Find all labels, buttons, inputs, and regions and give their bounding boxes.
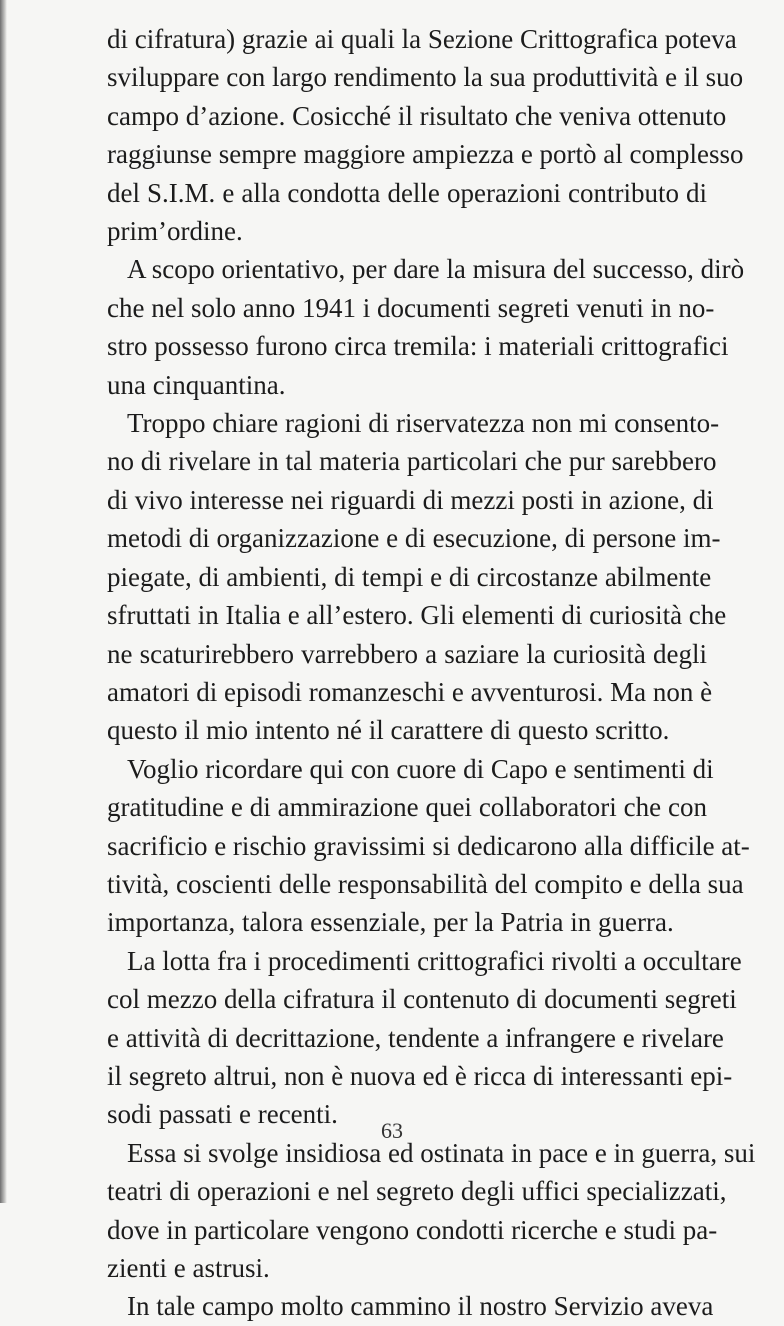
text-line: stro possesso furono circa tremila: i materiali crittografici — [107, 331, 729, 362]
book-spine-shadow — [0, 0, 7, 1203]
text-line: sfruttati in Italia e all’estero. Gli elementi di curiosità che — [107, 600, 727, 631]
paragraph — [107, 942, 742, 1134]
text-line: Troppo chiare ragioni di riservatezza non mi consento- — [127, 408, 720, 439]
text-line: piegate, di ambienti, di tempi e di circostanze abilmente — [107, 561, 712, 592]
text-line: sacrificio e rischio gravissimi si dedicarono alla difficile at- — [107, 830, 750, 861]
paragraph — [107, 1287, 714, 1325]
text-line: teatri di operazioni e nel segreto degli uffici specializzati, — [107, 1176, 727, 1207]
paragraph — [107, 250, 745, 404]
paragraph — [107, 404, 727, 750]
text-line: In tale campo molto cammino il nostro Servizio aveva — [127, 1291, 714, 1322]
text-line: questo il mio intento né il carattere di questo scritto. — [107, 715, 670, 746]
text-line: dove in particolare vengono condotti ricerche e studi pa- — [107, 1214, 718, 1245]
text-line: di vivo interesse nei riguardi di mezzi posti in azione, di — [107, 484, 714, 515]
text-line: A scopo orientativo, per dare la misura del successo, dirò — [127, 254, 745, 285]
text-line: una cinquantina. — [107, 369, 286, 400]
text-line: amatori di episodi romanzeschi e avventurosi. Ma non è — [107, 676, 713, 707]
paragraph — [107, 1134, 756, 1288]
text-line: e attività di decrittazione, tendente a infrangere e rivelare — [107, 1022, 724, 1053]
text-line: campo d’azione. Cosicché il risultato che veniva ottenuto — [107, 100, 727, 131]
text-line: che nel solo anno 1941 i documenti segreti venuti in no- — [107, 292, 715, 323]
text-line: La lotta fra i procedimenti crittografici rivolti a occultare — [127, 945, 742, 976]
paragraph — [107, 750, 750, 942]
text-line: zienti e astrusi. — [107, 1253, 270, 1283]
text-line: no di rivelare in tal materia particolari che pur sarebbero — [107, 446, 717, 477]
text-line: importanza, talora essenziale, per la Patria in guerra. — [107, 907, 674, 938]
text-line: raggiunse sempre maggiore ampiezza e portò al complesso — [107, 139, 744, 170]
text-line: ne scaturirebbero varrebbero a saziare la curiosità degli — [107, 638, 707, 669]
text-line: sodi passati e recenti. — [107, 1099, 338, 1130]
text-line: col mezzo della cifratura il contenuto di documenti segreti — [107, 984, 737, 1015]
text-line: sviluppare con largo rendimento la sua produttività e il suo — [107, 62, 744, 93]
page-number: 63 — [381, 1118, 403, 1143]
text-line: gratitudine e di ammirazione quei collaboratori che con — [107, 792, 707, 823]
paragraph — [107, 20, 744, 250]
text-line: tività, coscienti delle responsabilità del compito e della sua — [107, 868, 744, 899]
text-line: metodi di organizzazione e di esecuzione, di persone im- — [107, 523, 721, 554]
text-line: Voglio ricordare qui con cuore di Capo e sentimenti di — [127, 753, 714, 784]
text-line: Essa si svolge insidiosa ed ostinata in pace e in guerra, sui — [127, 1137, 756, 1168]
text-line: prim’ordine. — [107, 216, 243, 247]
text-line: di cifratura) grazie ai quali la Sezione Crittografica poteva — [107, 24, 737, 54]
text-line: del S.I.M. e alla condotta delle operazioni contributo di — [107, 177, 707, 208]
text-line: il segreto altrui, non è nuova ed è ricca di interessanti epi- — [107, 1060, 733, 1091]
